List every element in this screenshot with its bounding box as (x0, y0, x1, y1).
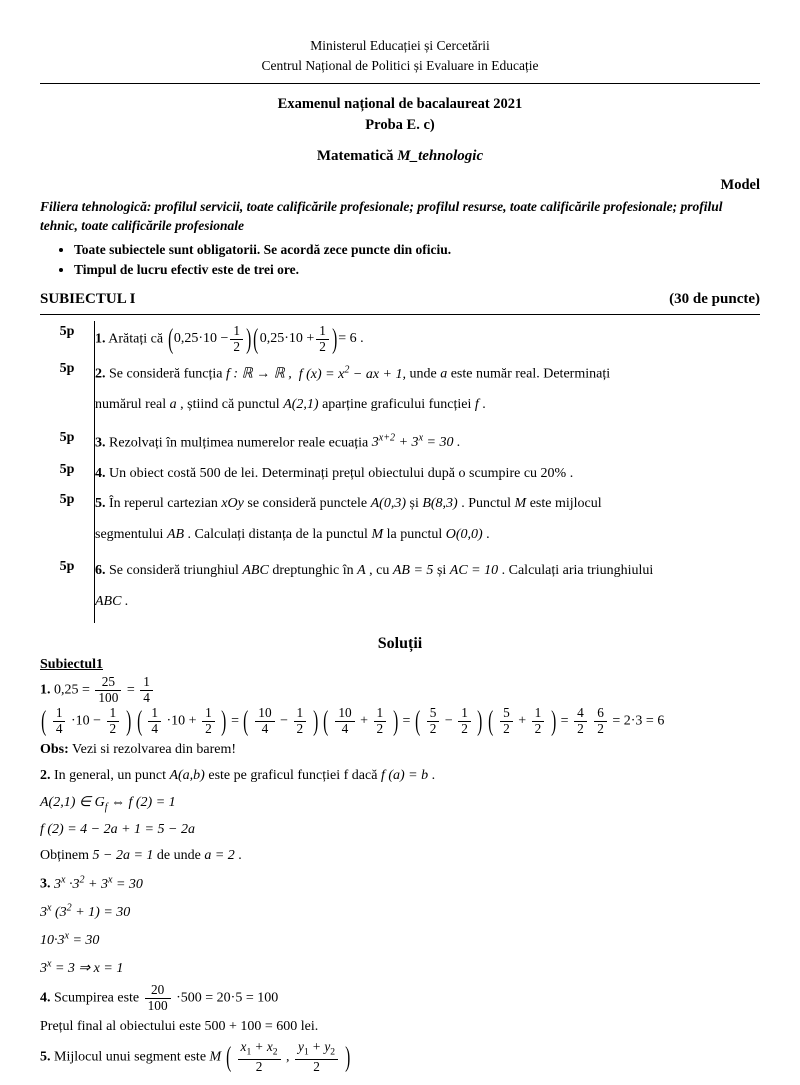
triangle-abc: ABC . (95, 593, 129, 609)
item-text: se consideră punctele (243, 496, 371, 512)
solutions-subheading: Subiectul1 (40, 657, 104, 673)
solution-2-line-1 (40, 763, 760, 790)
operator: + (360, 713, 369, 729)
fx-rest: − ax + 1, (349, 366, 406, 382)
solution-3-line-1 (40, 870, 760, 898)
item-points: 5p (59, 429, 75, 445)
fraction-denominator: 4 (140, 690, 153, 706)
item-body (95, 489, 761, 556)
paren-close-icon: ) (392, 705, 398, 737)
expr-part: = 30 (68, 933, 100, 949)
item-points: 5p (59, 461, 75, 477)
fraction (294, 706, 307, 737)
item-expression (167, 324, 364, 355)
table-row (40, 358, 760, 427)
item-text: segmentului (95, 526, 167, 542)
item-text: Se consideră triunghiul (109, 563, 243, 579)
solution-1-observation (40, 737, 760, 764)
table-row (40, 459, 760, 490)
item-number: 6. (95, 563, 106, 579)
paren-close-icon: ) (550, 705, 557, 737)
fraction (427, 706, 440, 737)
equation (40, 930, 100, 949)
item-number: 3. (95, 435, 106, 451)
paren-open-icon: ( (41, 705, 47, 737)
operator: − (280, 713, 288, 729)
fraction (458, 706, 471, 737)
function-f: f (474, 397, 479, 412)
solution-5-line-1 (40, 1040, 760, 1074)
solution-number: 1. (40, 682, 51, 698)
expr-exponent: x (47, 958, 52, 970)
fraction (500, 706, 513, 737)
item-text: la punctul (383, 526, 446, 542)
fraction-denominator: 2 (594, 721, 607, 737)
solutions-body (40, 675, 760, 1075)
coordinate-system: xOy (221, 496, 244, 512)
fraction (202, 706, 215, 737)
expr-exponent: x (64, 930, 69, 942)
subject-code: M_tehnologic (397, 148, 484, 165)
fraction-denominator: 4 (53, 721, 66, 737)
fraction-denominator: 100 (145, 998, 171, 1014)
vertex-a: A (357, 563, 366, 579)
item-text: numărul real (95, 397, 170, 412)
point-m: M (514, 496, 527, 512)
fraction-denominator: 2 (295, 1059, 338, 1075)
point-a: A(2,1) (283, 397, 319, 412)
point-m: M (371, 526, 384, 542)
eq-tail: = 30 . (423, 435, 461, 451)
triangle-abc: ABC (242, 563, 269, 579)
item-text: . Calculați aria triunghiului (498, 563, 654, 579)
item-points: 5p (59, 324, 75, 340)
equals-sign: = (126, 682, 135, 698)
expr-part: (3 (51, 904, 67, 920)
point-ab: A(a,b) (169, 768, 205, 784)
fraction-denominator: 2 (316, 339, 329, 355)
fx-lead: f (x) = x (298, 366, 345, 382)
item-text: unde (406, 366, 441, 382)
subiectul-divider (40, 314, 760, 315)
operator: − (444, 713, 453, 729)
fraction (95, 675, 121, 706)
item-text: este număr real. Determinați (447, 366, 611, 382)
fraction-numerator: 1 (143, 674, 150, 690)
item-text: , cu (365, 563, 393, 579)
solutions-heading: Soluții (377, 635, 423, 653)
fraction-numerator: 1 (376, 704, 384, 720)
function-expression (298, 363, 406, 382)
solution-number: 2. (40, 768, 51, 784)
fraction-numerator: 1 (109, 704, 117, 720)
expr-part: 0,25·10 + (259, 331, 315, 347)
expr-part: 3 (40, 904, 47, 920)
expr-part: ·10 + (166, 713, 197, 729)
paren-close-icon: ) (246, 323, 252, 355)
fraction (374, 706, 387, 737)
header-divider (40, 83, 760, 84)
items-table (40, 321, 760, 623)
paren-open-icon: ( (167, 323, 173, 355)
item-text: Un obiect costă 500 de lei. Determinați prețul obiectului după o scumpire cu 20% . (109, 465, 574, 481)
fraction-denominator: 4 (335, 721, 354, 737)
item-text: . Calculați distanța de la punctul (184, 526, 372, 542)
exam-title-line-2: Proba E. c) (365, 117, 435, 134)
table-row (40, 321, 760, 358)
expr-subscript: 1 (246, 1047, 252, 1059)
expr-part: + y (308, 1039, 331, 1055)
fraction-numerator: 1 (205, 704, 212, 720)
paren-open-icon: ( (415, 705, 421, 737)
solution-3-line-4 (40, 955, 760, 983)
item-text: și (433, 563, 450, 579)
equation (371, 432, 461, 451)
paren-open-icon: ( (225, 1041, 231, 1073)
point-o: O(0,0) (445, 526, 483, 542)
fraction (53, 706, 66, 737)
point-b: B(8,3) (422, 496, 458, 512)
item-text: este mijlocul (526, 496, 602, 512)
solution-number: 4. (40, 990, 51, 1006)
fraction (255, 706, 274, 737)
equals-sign: = (231, 713, 239, 729)
function-signature: f : ℝ → ℝ , (226, 366, 292, 382)
paren-close-icon: ) (477, 705, 483, 737)
obs-text: Vezi si rezolvarea din barem! (68, 741, 237, 757)
subiectul-header (40, 291, 760, 308)
solution-text: . (234, 848, 242, 864)
eq-mid: + 3 (395, 435, 419, 451)
item-text: aparține graficului funcției (318, 397, 475, 412)
fraction-numerator (238, 1040, 281, 1058)
expr-tail: = 2·3 = 6 (612, 713, 665, 729)
fraction-denominator: 2 (202, 721, 215, 737)
ministry-header (40, 36, 760, 75)
fraction (594, 706, 607, 737)
solution-text: Scumpirea este (54, 990, 143, 1006)
item-number: 4. (95, 465, 106, 481)
expr-subscript: f (104, 801, 108, 813)
condition-expression: f (a) = b (380, 768, 429, 784)
expr-tail: = 6 . (338, 331, 364, 347)
fraction (316, 324, 329, 355)
item-points: 5p (59, 492, 75, 508)
item-text: Se consideră funcția (109, 366, 227, 382)
solution-text: Prețul final al obiectului este 500 + 100 = 600 lei. (40, 1018, 319, 1034)
expr-part: ⇔ f (2) = 1 (107, 794, 176, 810)
item-text: Arătați că (108, 331, 164, 347)
subiectul-points: (30 de puncte) (669, 291, 760, 308)
item-body (95, 427, 761, 459)
membership-expression (40, 794, 176, 813)
expr-part: A(2,1) ∈ G (40, 794, 105, 810)
item-body (95, 321, 761, 358)
point-a: A(0,3) (370, 496, 406, 512)
paren-close-icon: ) (221, 705, 227, 737)
solution-number: 3. (40, 876, 51, 892)
fraction-denominator: 2 (238, 1059, 281, 1075)
fx-exponent: 2 (344, 363, 350, 375)
item-number: 5. (95, 496, 106, 512)
fraction (148, 706, 161, 737)
table-row (40, 556, 760, 623)
paren-open-icon: ( (136, 705, 142, 737)
ministry-line-2: Centrul Național de Politici și Evaluare in Educație (261, 57, 539, 73)
obs-label: Obs: (40, 741, 69, 757)
fraction (140, 675, 153, 706)
item-text: În reperul cartezian (109, 496, 222, 512)
expr-part: + 3 (84, 876, 108, 892)
operator: + (518, 713, 527, 729)
exam-title (40, 94, 760, 136)
fraction-numerator: 6 (597, 704, 604, 720)
expr-exponent: x (47, 902, 52, 914)
fraction (574, 706, 587, 737)
item-text: . Punctul (457, 496, 515, 512)
expr-exponent: 2 (66, 902, 72, 914)
fraction (107, 706, 120, 737)
item-body (95, 556, 761, 623)
item-text: dreptunghic în (268, 563, 358, 579)
side-ac: AC = 10 (449, 563, 499, 579)
variable-a: a (169, 397, 177, 412)
subject-title (40, 148, 760, 165)
item-line-2 (95, 590, 760, 615)
fraction-denominator: 4 (255, 721, 274, 737)
solution-text: de unde (153, 848, 205, 864)
expr-part: = 3 ⇒ x = 1 (51, 961, 124, 977)
expr-part: y (298, 1039, 304, 1055)
fraction-numerator: 10 (258, 704, 272, 720)
equals-sign: = (560, 713, 569, 729)
exam-note-item: • Toate subiectele sunt obligatorii. Se acordă zece puncte din oficiu. (74, 240, 760, 260)
item-number: 2. (95, 366, 106, 382)
fraction-denominator: 2 (427, 721, 440, 737)
fraction-denominator: 2 (230, 339, 243, 355)
fraction-denominator: 100 (95, 690, 121, 706)
comma-separator: , (286, 1049, 290, 1065)
fraction-denominator: 2 (294, 721, 307, 737)
equals-sign: = (402, 713, 411, 729)
solution-text: Obținem (40, 848, 93, 864)
paren-close-icon: ) (312, 705, 318, 737)
ministry-line-1: Ministerul Educației și Cercetării (310, 38, 490, 53)
exam-notes (40, 240, 760, 279)
segment-ab: AB (166, 526, 185, 542)
expr-part: + 1) = 30 (71, 904, 131, 920)
solution-text: . (428, 768, 436, 784)
fraction-denominator: 4 (148, 721, 161, 737)
solution-3-line-3 (40, 927, 760, 955)
fraction-numerator: 5 (429, 704, 437, 720)
solution-text: In general, un punct (54, 768, 170, 784)
eq-exponent: x (418, 432, 424, 444)
paren-open-icon: ( (243, 705, 249, 737)
table-row (40, 489, 760, 556)
fraction-numerator: 4 (577, 704, 584, 720)
paren-open-icon: ( (253, 323, 259, 355)
solution-number: 5. (40, 1049, 51, 1065)
expr-subscript: 2 (330, 1047, 336, 1059)
exam-title-line-1: Examenul național de bacalaureat 2021 (277, 96, 523, 113)
fraction-denominator: 2 (574, 721, 587, 737)
result-a: a = 2 (204, 848, 235, 864)
expr-part: x (240, 1039, 247, 1055)
fraction (532, 706, 545, 737)
fraction (295, 1040, 338, 1074)
item-text: . (482, 526, 490, 542)
equation (54, 874, 143, 892)
solution-2-line-3 (40, 817, 760, 844)
solution-text: este pe graficul funcției f dacă (204, 768, 381, 784)
equation (40, 958, 124, 977)
paren-open-icon: ( (488, 705, 494, 737)
solution-text: 0,25 = (54, 682, 90, 698)
expr-tail: ·500 = 20·5 = 100 (176, 990, 279, 1006)
fraction (335, 706, 354, 737)
paren-close-icon: ) (332, 323, 338, 355)
fraction-numerator: 1 (55, 704, 63, 720)
item-line-2 (95, 523, 760, 548)
fraction-denominator: 2 (107, 721, 120, 737)
fraction-numerator: 1 (461, 704, 468, 720)
item-text: . (478, 397, 486, 412)
fraction-numerator: 1 (151, 704, 159, 720)
expr-part: + x (251, 1039, 273, 1055)
exam-note-item: • Timpul de lucru efectiv este de trei ore. (74, 260, 760, 280)
fraction-numerator: 10 (338, 704, 352, 720)
expr-exponent: x (61, 874, 66, 886)
solution-2-line-2 (40, 790, 760, 817)
subject-prefix: Matematică (316, 148, 398, 165)
item-text: Rezolvați în mulțimea numerelor reale ecuația (109, 435, 372, 451)
solution-4-line-1 (40, 983, 760, 1014)
eq-exponent: x+2 (378, 432, 396, 444)
fraction-denominator: 2 (374, 721, 387, 737)
fraction-numerator: 1 (534, 704, 542, 720)
expr-exponent: 2 (79, 874, 85, 886)
solution-1-line-2 (40, 706, 760, 737)
fraction-denominator: 2 (458, 721, 471, 737)
fraction-numerator: 25 (101, 674, 116, 690)
item-body (95, 459, 761, 490)
expr-part: ·10 − (70, 713, 102, 729)
side-ab: AB = 5 (392, 563, 434, 579)
model-label: Model (720, 177, 760, 194)
expr-part: 0,25·10 − (173, 331, 229, 347)
expr-subscript: 1 (303, 1047, 309, 1059)
item-points: 5p (59, 360, 75, 376)
fraction (238, 1040, 281, 1074)
fraction-numerator (295, 1040, 338, 1058)
fraction-numerator: 1 (319, 323, 326, 339)
expr-subscript: 2 (272, 1047, 278, 1059)
fraction-numerator: 5 (503, 704, 510, 720)
subiectul-title: SUBIECTUL I (40, 291, 136, 308)
equation (40, 902, 131, 920)
item-text: și (406, 496, 423, 512)
fraction-numerator: 20 (150, 982, 165, 998)
equation: 5 − 2a = 1 (92, 848, 154, 864)
solution-4-line-2 (40, 1014, 760, 1041)
solution-text: Mijlocul unui segment este (54, 1049, 210, 1065)
item-line-2 (95, 393, 760, 418)
fraction (145, 983, 171, 1014)
fraction (230, 324, 243, 355)
item-points: 5p (59, 559, 75, 575)
fraction-numerator: 1 (233, 323, 241, 339)
variable-a: a (440, 366, 448, 382)
item-text: , știind că punctul (176, 397, 284, 412)
expr-part: ·3 (65, 876, 80, 892)
expr-exponent: x (107, 874, 113, 886)
expr-part: 3 (54, 876, 61, 892)
paren-close-icon: ) (125, 705, 131, 737)
solution-1-line-1 (40, 675, 760, 706)
item-number: 1. (95, 331, 106, 347)
eq-base: 3 (371, 435, 379, 451)
point-m: M (209, 1049, 222, 1065)
fraction-numerator: 1 (296, 704, 304, 720)
filiera-text: Filiera tehnologică: profilul servicii, toate calificările profesionale; profilul resurse, toate calificările profesionale; profilul tehnic, toate calificările profesionale (40, 199, 723, 234)
paren-close-icon: ) (344, 1041, 350, 1073)
function-evaluation: f (2) = 4 − 2a + 1 = 5 − 2a (40, 821, 195, 837)
table-row (40, 427, 760, 459)
item-body (95, 358, 761, 427)
expr-part: = 30 (112, 876, 143, 892)
solution-2-line-4 (40, 843, 760, 870)
solution-3-line-2 (40, 898, 760, 926)
fraction-denominator: 2 (532, 721, 545, 737)
expr-part: 3 (40, 961, 47, 977)
paren-open-icon: ( (323, 705, 329, 737)
expr-part: 10·3 (40, 933, 65, 949)
fraction-denominator: 2 (500, 721, 513, 737)
